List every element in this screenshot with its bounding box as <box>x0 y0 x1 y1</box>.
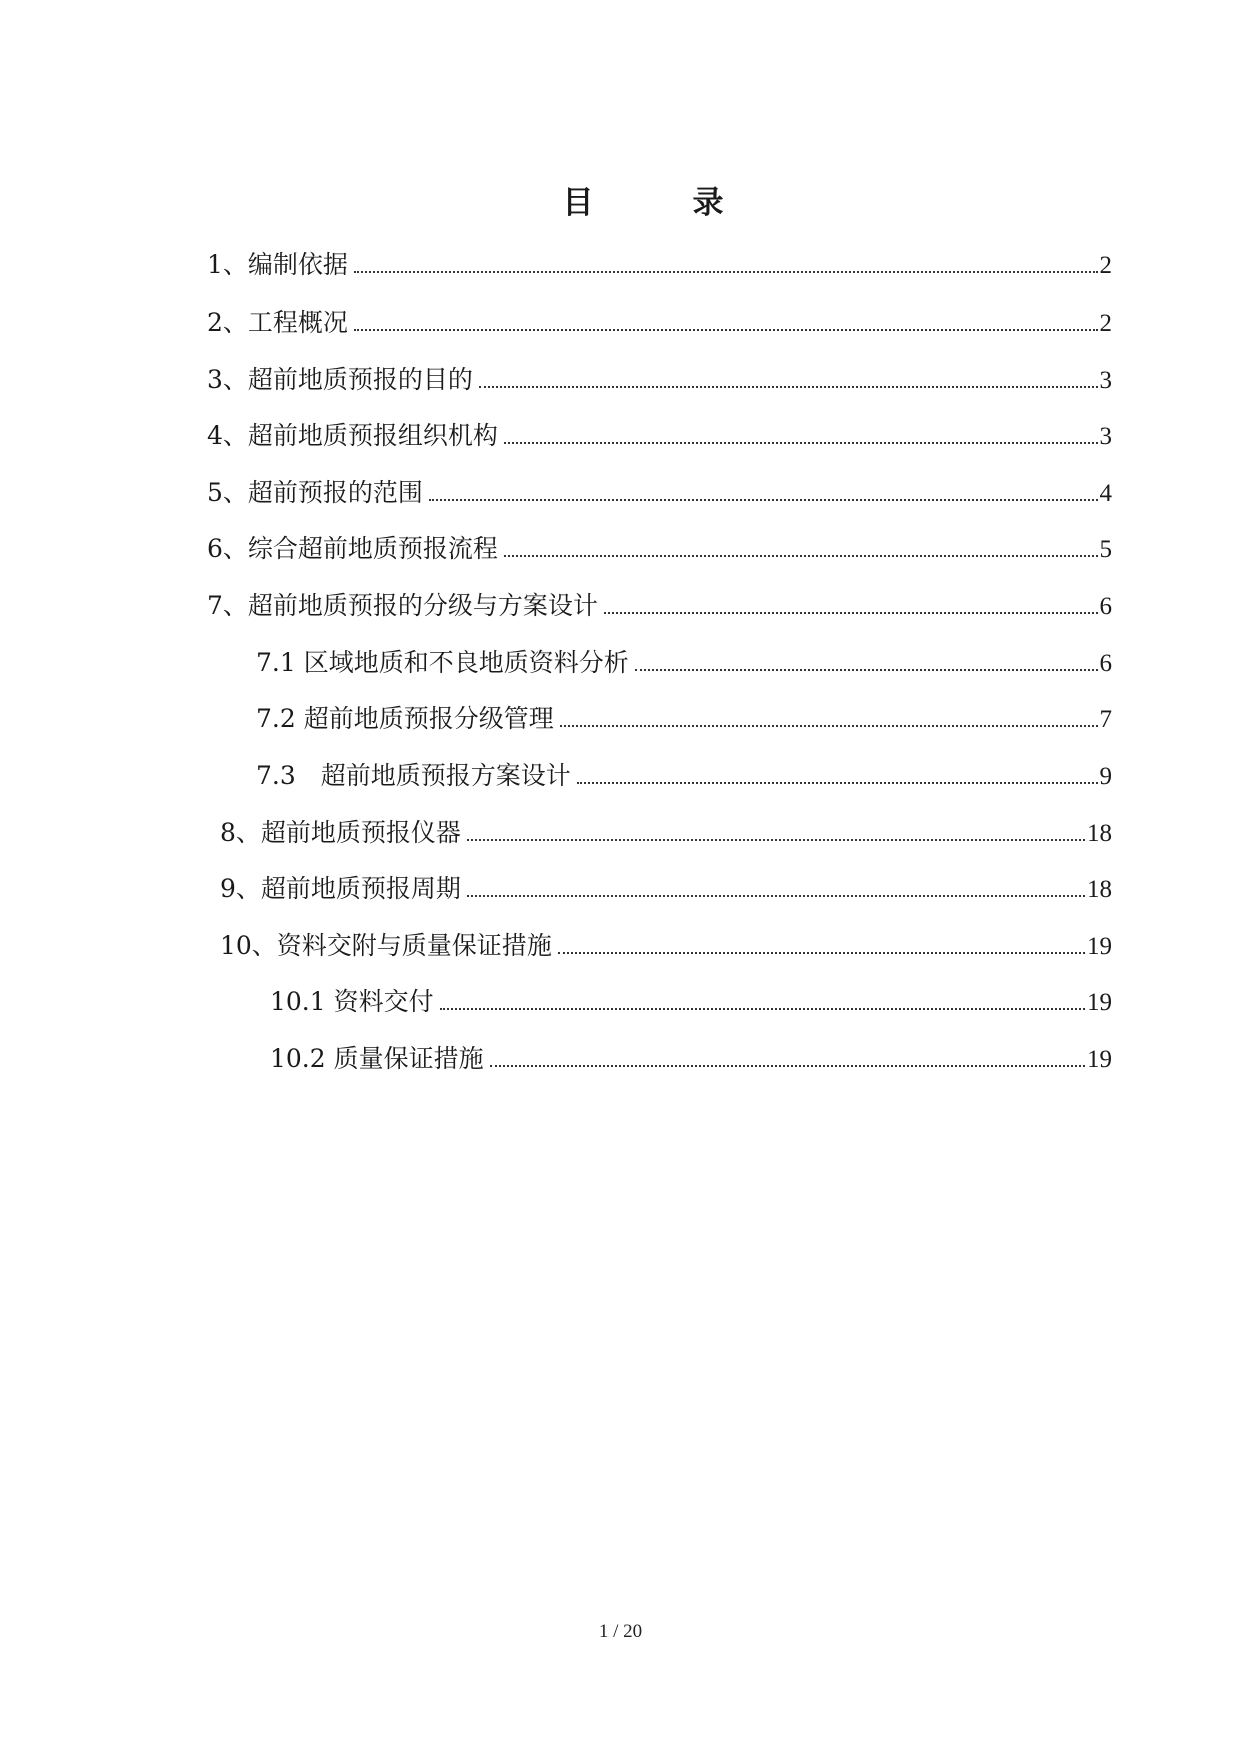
toc-leader-dots <box>635 669 1098 671</box>
toc-entry-page: 18 <box>1087 876 1112 903</box>
page-number-footer: 1 / 20 <box>598 1621 643 1642</box>
toc-leader-dots <box>467 895 1085 897</box>
toc-leader-dots <box>429 499 1098 501</box>
toc-entry[interactable] <box>207 531 1112 567</box>
toc-leader-dots <box>490 1065 1085 1067</box>
toc-entry-label: 10、资料交附与质量保证措施 <box>220 931 552 960</box>
toc-entry-label: 10.1 资料交付 <box>270 987 434 1016</box>
toc-entry-label: 3、超前地质预报的目的 <box>207 365 473 394</box>
toc-entry-label: 5、超前预报的范围 <box>207 478 423 507</box>
toc-entry-page: 9 <box>1099 763 1112 790</box>
toc-subentry[interactable] <box>256 701 1112 737</box>
toc-subentry[interactable] <box>256 758 1112 794</box>
toc-leader-dots <box>577 782 1098 784</box>
toc-entry-page: 19 <box>1087 989 1112 1016</box>
toc-entry[interactable] <box>207 418 1112 454</box>
toc-entry-page: 6 <box>1099 593 1112 620</box>
toc-entry[interactable] <box>207 305 1112 341</box>
toc-entry[interactable] <box>220 871 1112 907</box>
toc-leader-dots <box>354 329 1098 331</box>
toc-entry[interactable] <box>207 247 1112 283</box>
toc-entry-label: 6、综合超前地质预报流程 <box>207 534 498 563</box>
toc-entry-label: 9、超前地质预报周期 <box>220 874 461 903</box>
toc-entry-page: 3 <box>1099 367 1112 394</box>
toc-entry-page: 5 <box>1099 536 1112 563</box>
toc-entry-page: 7 <box>1099 706 1112 733</box>
toc-entry[interactable] <box>207 588 1112 624</box>
toc-leader-dots <box>558 952 1085 954</box>
toc-subentry[interactable] <box>270 1041 1112 1077</box>
toc-entry-page: 2 <box>1099 252 1112 279</box>
document-title: 目 录 <box>562 185 758 221</box>
toc-entry-label: 7、超前地质预报的分级与方案设计 <box>207 591 598 620</box>
toc-entry[interactable] <box>220 815 1112 851</box>
toc-entry-label: 7.3 超前地质预报方案设计 <box>256 761 571 790</box>
toc-entry[interactable] <box>207 475 1112 511</box>
toc-entry-page: 3 <box>1099 423 1112 450</box>
toc-subentry[interactable] <box>256 645 1112 681</box>
toc-leader-dots <box>479 386 1098 388</box>
toc-entry-page: 4 <box>1099 480 1112 507</box>
toc-leader-dots <box>440 1008 1085 1010</box>
toc-entry-page: 19 <box>1087 1046 1112 1073</box>
toc-leader-dots <box>467 839 1085 841</box>
toc-leader-dots <box>560 725 1098 727</box>
toc-leader-dots <box>504 555 1098 557</box>
toc-entry-label: 7.2 超前地质预报分级管理 <box>256 704 554 733</box>
toc-entry-page: 19 <box>1087 933 1112 960</box>
toc-entry-page: 18 <box>1087 820 1112 847</box>
toc-entry-label: 7.1 区域地质和不良地质资料分析 <box>256 648 629 677</box>
toc-entry-label: 8、超前地质预报仪器 <box>220 818 461 847</box>
toc-entry-label: 10.2 质量保证措施 <box>270 1044 484 1073</box>
toc-leader-dots <box>354 271 1098 273</box>
toc-entry-label: 2、工程概况 <box>207 308 348 337</box>
toc-entry-label: 1、编制依据 <box>207 250 348 279</box>
toc-entry[interactable] <box>207 362 1112 398</box>
toc-leader-dots <box>504 442 1098 444</box>
toc-entry-page: 6 <box>1099 650 1112 677</box>
toc-subentry[interactable] <box>270 984 1112 1020</box>
toc-entry[interactable] <box>220 928 1112 964</box>
toc-entry-page: 2 <box>1099 310 1112 337</box>
toc-entry-label: 4、超前地质预报组织机构 <box>207 421 498 450</box>
toc-leader-dots <box>604 612 1098 614</box>
